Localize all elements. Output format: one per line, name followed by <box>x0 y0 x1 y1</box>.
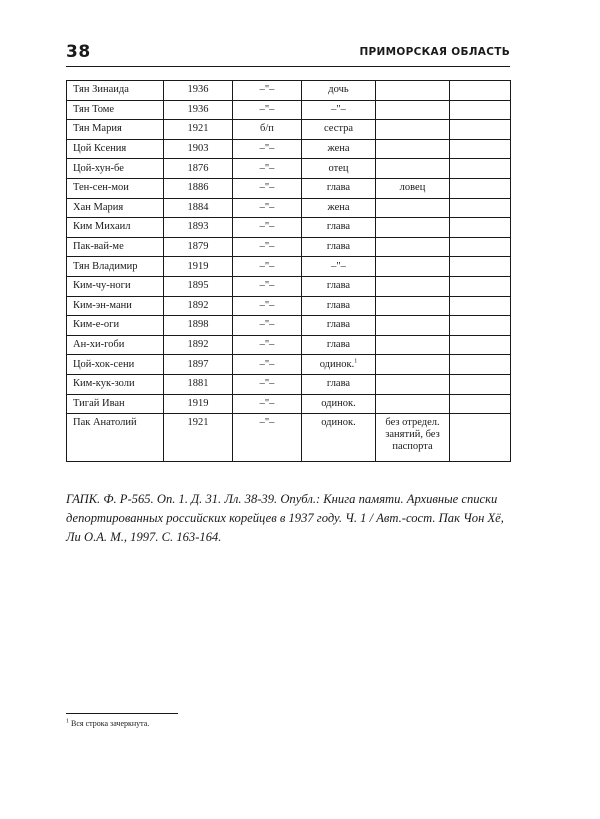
footnote-text: Вся строка зачеркнута. <box>71 719 150 728</box>
cell-birth-year-text: 1893 <box>187 221 209 233</box>
cell-occupation <box>376 218 450 238</box>
cell-birth-year-text: 1903 <box>187 143 209 155</box>
cell-note <box>450 296 511 316</box>
cell-name-text: Тян Зинаида <box>73 84 129 96</box>
cell-relation-text: глава <box>326 182 351 194</box>
cell-birth-year <box>164 276 233 296</box>
cell-note <box>450 81 511 101</box>
cell-note <box>450 198 511 218</box>
cell-name <box>67 81 164 101</box>
cell-birth-year-text: 1884 <box>187 201 209 213</box>
cell-birth-year <box>164 178 233 198</box>
cell-name <box>67 139 164 159</box>
cell-birth-year-text: 1921 <box>187 123 209 135</box>
cell-occupation <box>376 276 450 296</box>
cell-name-text: Тян Мария <box>73 123 122 135</box>
cell-birth-year-text: 1919 <box>187 260 209 272</box>
cell-note <box>450 394 511 414</box>
cell-relation-text: глава <box>326 221 351 233</box>
cell-name <box>67 198 164 218</box>
cell-birth-year <box>164 237 233 257</box>
cell-relation <box>302 237 376 257</box>
cell-note <box>450 120 511 140</box>
cell-status-text: –"– <box>259 397 275 409</box>
cell-relation-text: глава <box>326 319 351 331</box>
cell-occupation <box>376 394 450 414</box>
cell-status-text: –"– <box>259 260 275 272</box>
cell-status <box>233 414 302 462</box>
cell-birth-year-text: 1895 <box>187 280 209 292</box>
cell-status <box>233 218 302 238</box>
cell-note <box>450 374 511 394</box>
cell-relation <box>302 355 376 375</box>
cell-birth-year-text: 1879 <box>187 241 209 253</box>
cell-birth-year <box>164 316 233 336</box>
cell-occupation <box>376 355 450 375</box>
table-row <box>67 414 511 462</box>
cell-relation <box>302 414 376 462</box>
cell-name-text: Пак-вай-ме <box>73 241 124 253</box>
cell-birth-year <box>164 335 233 355</box>
cell-name-text: Ким-е-оги <box>73 319 120 331</box>
cell-name <box>67 316 164 336</box>
cell-birth-year <box>164 414 233 462</box>
cell-name <box>67 257 164 277</box>
cell-relation-text: глава <box>326 378 351 390</box>
table-row <box>67 120 511 140</box>
cell-note <box>450 355 511 375</box>
cell-birth-year <box>164 257 233 277</box>
running-title: ПРИМОРСКАЯ ОБЛАСТЬ <box>359 46 510 58</box>
footnote-ref: 1 <box>354 358 358 365</box>
table-row <box>67 139 511 159</box>
archival-source-citation: ГАПК. Ф. Р-565. Оп. 1. Д. 31. Лл. 38-39. Опубл.: Книга памяти. Архивные списки депортированных российских корейцев в 1937 году. Ч. 1 / Авт.-сост. Пак Чон Хё, Ли О.А. М., 1997. С. 163-164. <box>66 492 504 544</box>
cell-name <box>67 178 164 198</box>
footnote-divider <box>66 713 178 714</box>
cell-birth-year <box>164 296 233 316</box>
cell-birth-year-text: 1919 <box>187 397 209 409</box>
cell-note <box>450 100 511 120</box>
cell-status-text: –"– <box>259 319 275 331</box>
cell-status <box>233 237 302 257</box>
cell-relation-text: глава <box>326 299 351 311</box>
cell-birth-year-text: 1892 <box>187 339 209 351</box>
cell-status-text: –"– <box>259 241 275 253</box>
cell-occupation <box>376 374 450 394</box>
cell-relation-text: одинок. <box>321 397 356 409</box>
cell-relation <box>302 335 376 355</box>
cell-name-text: Ким-кук-золи <box>73 378 135 390</box>
cell-status <box>233 257 302 277</box>
cell-status-text: –"– <box>259 417 275 429</box>
cell-name <box>67 296 164 316</box>
table-row <box>67 296 511 316</box>
table-row <box>67 316 511 336</box>
table-row <box>67 237 511 257</box>
cell-occupation <box>376 139 450 159</box>
cell-relation-text: –"– <box>331 103 346 115</box>
cell-relation-text: –"– <box>331 260 346 272</box>
cell-birth-year <box>164 218 233 238</box>
cell-name-text: Пак Анатолий <box>73 417 137 429</box>
table-row <box>67 394 511 414</box>
cell-name <box>67 394 164 414</box>
cell-status-text: –"– <box>259 103 275 115</box>
cell-relation <box>302 139 376 159</box>
cell-name <box>67 374 164 394</box>
running-header <box>66 40 510 67</box>
cell-birth-year-text: 1886 <box>187 182 209 194</box>
cell-relation-text: глава <box>326 241 351 253</box>
cell-relation-text: одинок. <box>321 417 356 429</box>
cell-status <box>233 139 302 159</box>
cell-name-text: Тян Владимир <box>73 260 138 272</box>
cell-birth-year <box>164 394 233 414</box>
cell-relation <box>302 218 376 238</box>
cell-status-text: –"– <box>259 221 275 233</box>
cell-relation <box>302 276 376 296</box>
cell-status <box>233 316 302 336</box>
page-number: 38 <box>66 42 91 62</box>
cell-birth-year <box>164 198 233 218</box>
cell-name <box>67 100 164 120</box>
cell-occupation <box>376 100 450 120</box>
table-row <box>67 276 511 296</box>
cell-name <box>67 218 164 238</box>
cell-note <box>450 316 511 336</box>
cell-status-text: –"– <box>259 358 275 370</box>
cell-status-text: –"– <box>259 143 275 155</box>
cell-relation <box>302 178 376 198</box>
table-row <box>67 355 511 375</box>
cell-note <box>450 276 511 296</box>
cell-status <box>233 276 302 296</box>
cell-relation-text: глава <box>326 339 351 351</box>
cell-status-text: –"– <box>259 378 275 390</box>
cell-name <box>67 120 164 140</box>
cell-occupation <box>376 237 450 257</box>
cell-status <box>233 198 302 218</box>
cell-name <box>67 159 164 179</box>
cell-birth-year-text: 1876 <box>187 162 209 174</box>
cell-birth-year-text: 1921 <box>187 417 209 429</box>
cell-relation <box>302 159 376 179</box>
cell-birth-year <box>164 355 233 375</box>
cell-status <box>233 100 302 120</box>
table-row <box>67 218 511 238</box>
cell-note <box>450 139 511 159</box>
cell-relation <box>302 296 376 316</box>
cell-occupation <box>376 178 450 198</box>
cell-birth-year-text: 1897 <box>187 358 209 370</box>
cell-relation-text: жена <box>327 201 350 213</box>
cell-name-text: Цой Ксения <box>73 143 127 155</box>
cell-name-text: Тен-сен-мои <box>73 182 129 194</box>
cell-status <box>233 81 302 101</box>
cell-birth-year <box>164 120 233 140</box>
cell-name <box>67 414 164 462</box>
cell-name-text: Ан-хи-гоби <box>73 339 125 351</box>
cell-name-text: Ким-эн-мани <box>73 299 132 311</box>
deportation-records-table <box>66 80 511 462</box>
cell-name <box>67 355 164 375</box>
cell-relation-text: жена <box>327 143 350 155</box>
cell-status <box>233 355 302 375</box>
cell-relation-text: отец <box>328 162 349 174</box>
cell-relation-text: сестра <box>324 123 353 135</box>
cell-occupation <box>376 159 450 179</box>
cell-name <box>67 237 164 257</box>
table-row <box>67 374 511 394</box>
cell-occupation <box>376 335 450 355</box>
cell-status-text: –"– <box>259 280 275 292</box>
cell-note <box>450 218 511 238</box>
cell-relation <box>302 316 376 336</box>
cell-relation-text: дочь <box>328 84 349 96</box>
cell-note <box>450 257 511 277</box>
cell-status <box>233 394 302 414</box>
cell-occupation <box>376 257 450 277</box>
cell-status-text: б/п <box>260 123 274 135</box>
cell-occupation <box>376 316 450 336</box>
table-row <box>67 81 511 101</box>
cell-status <box>233 178 302 198</box>
cell-relation-text: глава <box>326 280 351 292</box>
cell-birth-year-text: 1892 <box>187 299 209 311</box>
cell-occupation <box>376 120 450 140</box>
table-row <box>67 335 511 355</box>
cell-birth-year-text: 1936 <box>187 84 209 96</box>
cell-occupation <box>376 81 450 101</box>
cell-status <box>233 120 302 140</box>
footnote-mark: 1 <box>66 718 69 725</box>
cell-birth-year-text: 1898 <box>187 319 209 331</box>
table-row <box>67 257 511 277</box>
cell-relation <box>302 120 376 140</box>
cell-occupation <box>376 296 450 316</box>
table-row <box>67 178 511 198</box>
cell-birth-year <box>164 374 233 394</box>
cell-relation <box>302 100 376 120</box>
cell-relation <box>302 198 376 218</box>
cell-status-text: –"– <box>259 182 275 194</box>
cell-note <box>450 237 511 257</box>
cell-occupation-text: ловец <box>399 182 426 194</box>
cell-note <box>450 414 511 462</box>
cell-status-text: –"– <box>259 201 275 213</box>
cell-occupation <box>376 414 450 462</box>
table-row <box>67 198 511 218</box>
cell-occupation-text: без отредел. занятий, без паспорта <box>385 417 440 453</box>
cell-note <box>450 335 511 355</box>
cell-note <box>450 178 511 198</box>
cell-status-text: –"– <box>259 339 275 351</box>
cell-name-text: Тян Томе <box>73 103 115 115</box>
cell-birth-year <box>164 159 233 179</box>
cell-name-text: Ким-чу-ноги <box>73 280 131 292</box>
cell-birth-year <box>164 139 233 159</box>
table-body <box>67 81 511 462</box>
cell-name-text: Тигай Иван <box>73 397 125 409</box>
cell-name-text: Хан Мария <box>73 201 124 213</box>
cell-status-text: –"– <box>259 84 275 96</box>
cell-status <box>233 296 302 316</box>
cell-status-text: –"– <box>259 299 275 311</box>
cell-status <box>233 159 302 179</box>
cell-birth-year-text: 1936 <box>187 103 209 115</box>
cell-birth-year <box>164 100 233 120</box>
cell-name-text: Цой-хун-бе <box>73 162 124 174</box>
footnote <box>66 719 149 728</box>
cell-relation-text: одинок. <box>319 358 355 370</box>
cell-status <box>233 374 302 394</box>
cell-relation <box>302 257 376 277</box>
cell-status <box>233 335 302 355</box>
cell-occupation <box>376 198 450 218</box>
cell-name-text: Цой-хок-сени <box>73 358 135 370</box>
cell-name <box>67 335 164 355</box>
cell-name-text: Ким Михаил <box>73 221 131 233</box>
cell-birth-year <box>164 81 233 101</box>
cell-birth-year-text: 1881 <box>187 378 209 390</box>
cell-relation <box>302 81 376 101</box>
table-row <box>67 159 511 179</box>
cell-relation <box>302 374 376 394</box>
cell-note <box>450 159 511 179</box>
cell-status-text: –"– <box>259 162 275 174</box>
cell-relation <box>302 394 376 414</box>
cell-name <box>67 276 164 296</box>
table-row <box>67 100 511 120</box>
